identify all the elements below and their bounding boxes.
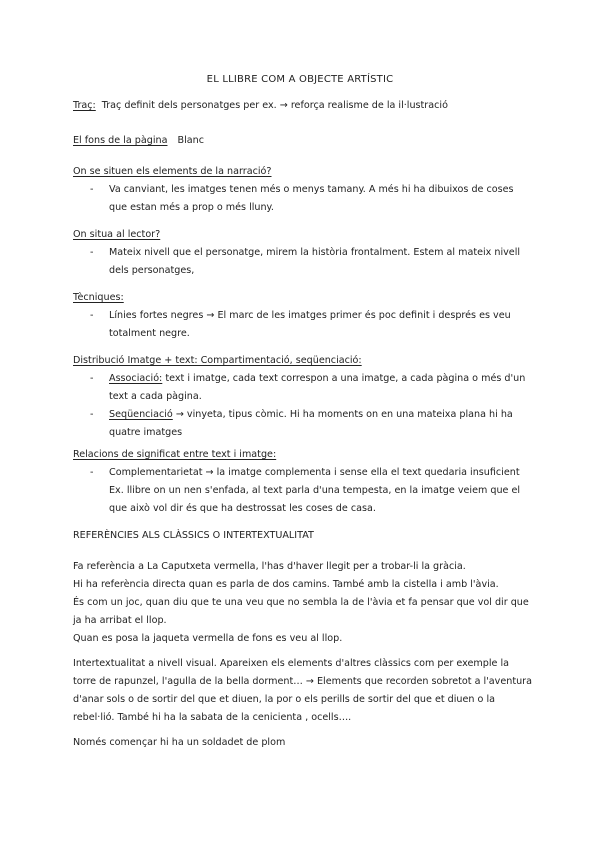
situen-bullet-text: Va canviant, les imatges tenen més o menys tamany. A més hi ha dibuixos de coses que estan més a prop o més lluny.: [109, 184, 514, 213]
referencies-paragraph-3: Només començar hi ha un soldadet de plom: [73, 737, 286, 748]
text-line: Quan es posa la jaqueta vermella de fons es veu al llop.: [73, 633, 343, 644]
dash-marker: -: [90, 409, 94, 420]
list-item: [73, 307, 533, 343]
fons-value: Blanc: [177, 135, 204, 146]
list-item: [73, 464, 533, 518]
section-lector: [73, 226, 533, 280]
text-line: Hi ha referència directa quan es parla de dos camins. També amb la cistella i amb l'àvia.: [73, 579, 499, 590]
tecniques-bullet-text: Línies fortes negres → El marc de les imatges primer és poc definit i després es veu totalment negre.: [109, 310, 511, 339]
referencies-paragraph-1: [73, 558, 533, 648]
distribucio-heading: Distribució Imatge + text: Compartimentació, seqüenciació:: [73, 355, 362, 366]
trac-line: [73, 97, 533, 115]
associacio-label: Associació:: [109, 373, 163, 384]
dash-marker: -: [90, 373, 94, 384]
tecniques-heading: Tècniques:: [73, 292, 124, 303]
fons-line: [73, 132, 533, 150]
referencies-heading: REFERÈNCIES ALS CLÀSSICS O INTERTEXTUALITAT: [73, 530, 314, 541]
lector-bullet-text: Mateix nivell que el personatge, mirem la història frontalment. Estem al mateix nivell dels personatges,: [109, 247, 521, 276]
document-title: EL LLIBRE COM A OBJECTE ARTÍSTIC: [206, 74, 394, 85]
lector-heading: On situa al lector?: [73, 229, 161, 240]
trac-label: Traç:: [73, 100, 96, 111]
dash-marker: -: [90, 467, 94, 478]
situen-heading: On se situen els elements de la narració?: [73, 166, 272, 177]
section-tecniques: [73, 289, 533, 343]
sequenciacio-text: → vinyeta, tipus còmic. Hi ha moments on en una mateixa plana hi ha quatre imatges: [109, 409, 513, 438]
dash-marker: -: [90, 184, 94, 195]
relacions-heading: Relacions de significat entre text i imatge:: [73, 449, 277, 460]
referencies-paragraph-2: Intertextualitat a nivell visual. Apareixen els elements d'altres clàssics com per exemple la torre de rapunzel, l'agulla de la bella dorment… → Elements que recorden sobretot a l'aventura d'anar sols o de sortir del que et diuen, la por o els perills de sortir del que et diuen o la rebel·lió. També hi ha la sabata de la cenicienta , ocells….: [73, 658, 533, 723]
section-relacions: [73, 446, 533, 518]
relacions-bullet-text: Complementarietat → la imatge complementa i sense ella el text quedaria insuficient Ex. llibre on un nen s'enfada, al text parla d'una tempesta, en la imatge veiem que el que això vol dir és que ha destrossat les coses de casa.: [109, 467, 521, 514]
section-distribucio: [73, 352, 533, 442]
section-situen: [73, 163, 533, 217]
list-item: [73, 244, 533, 280]
sequenciacio-label: Seqüenciació: [109, 409, 173, 420]
trac-text: Traç definit dels personatges per ex. → reforça realisme de la il·lustració: [101, 100, 448, 111]
text-line: Fa referència a La Caputxeta vermella, l'has d'haver llegit per a trobar-li la gràcia.: [73, 561, 466, 572]
list-item: [73, 406, 533, 442]
list-item: [73, 370, 533, 406]
dash-marker: -: [90, 310, 94, 321]
dash-marker: -: [90, 247, 94, 258]
fons-label: El fons de la pàgina: [73, 135, 168, 146]
text-line: És com un joc, quan diu que te una veu que no sembla la de l'àvia et fa pensar que vol dir que ja ha arribat el llop.: [73, 597, 529, 626]
associacio-text: text i imatge, cada text correspon a una imatge, a cada pàgina o més d'un text a cada pàgina.: [109, 373, 526, 402]
list-item: [73, 181, 533, 217]
